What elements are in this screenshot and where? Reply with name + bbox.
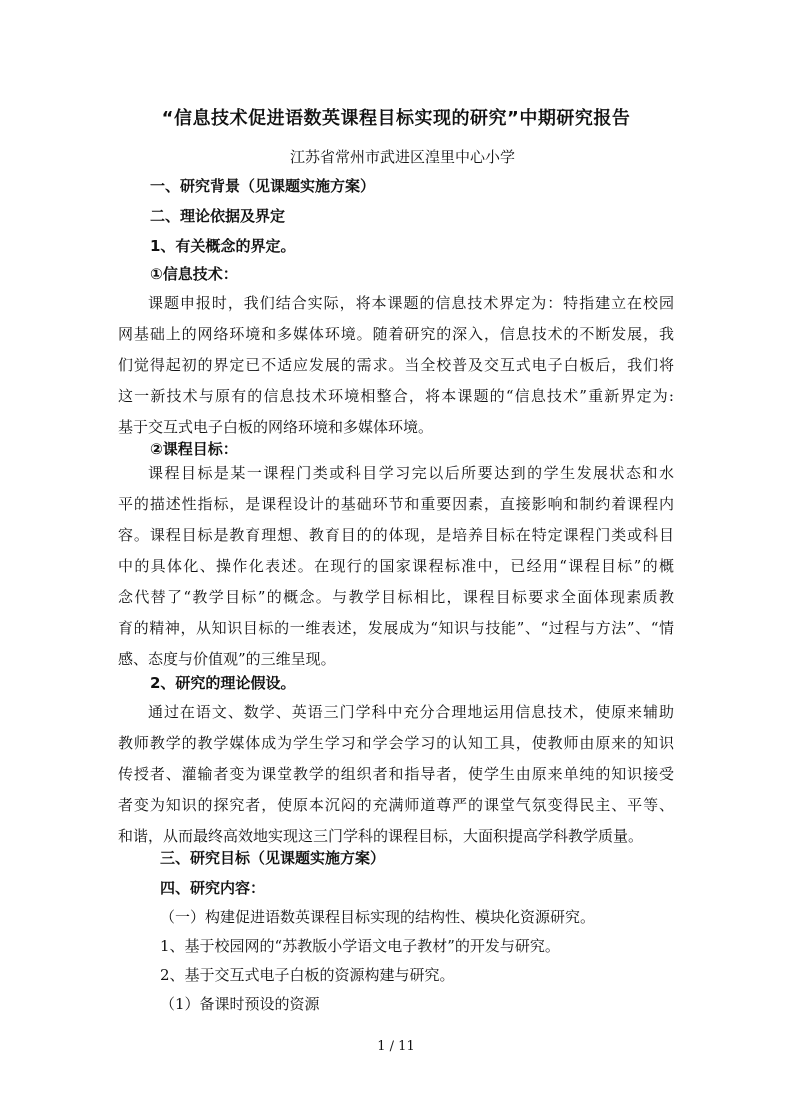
heading-theory-basis: 二、理论依据及界定 — [150, 207, 286, 225]
heading-info-tech: ①信息技术： — [150, 265, 238, 283]
paragraph-line: 和谐，从而最终高效地实现这三门学科的课程目标，大面积提高学科教学质量。 — [118, 827, 644, 845]
paragraph-line: 课程目标是某一课程门类或科目学习完以后所要达到的学生发展状态和水 — [148, 464, 674, 482]
paragraph-line: 者变为知识的探究者，使原本沉闷的充满师道尊严的课堂气氛变得民主、平等、 — [118, 796, 674, 814]
paragraph-info-tech — [118, 288, 674, 443]
heading-curriculum-goal: ②课程目标： — [150, 440, 238, 458]
heading-research-goal: 三、研究目标（见课题实施方案） — [160, 849, 386, 867]
page-number: 1 / 11 — [377, 1039, 415, 1054]
paragraph-line: 通过在语文、数学、英语三门学科中充分合理地运用信息技术，使原来辅助 — [148, 703, 674, 721]
document-title: “信息技术促进语数英课程目标实现的研究”中期研究报告 — [161, 108, 631, 129]
content-item: （一）构建促进语数英课程目标实现的结构性、模块化资源研究。 — [160, 908, 596, 926]
paragraph-hypothesis — [118, 697, 674, 852]
paragraph-line: 基于交互式电子白板的网络环境和多媒体环境。 — [118, 418, 434, 436]
paragraph-line: 传授者、灌输者变为课堂教学的组织者和指导者，使学生由原来单纯的知识接受 — [118, 765, 674, 783]
content-item: 2、基于交互式电子白板的资源构建与研究。 — [160, 966, 455, 984]
paragraph-line: 育的精神，从知识目标的一维表述，发展成为“知识与技能”、“过程与方法”、“情 — [118, 619, 674, 637]
paragraph-line: 念代替了“教学目标”的概念。与教学目标相比，课程目标要求全面体现素质教 — [118, 588, 674, 606]
paragraph-line: 平的描述性指标，是课程设计的基础环节和重要因素，直接影响和制约着课程内 — [118, 495, 674, 513]
heading-research-background: 一、研究背景（见课题实施方案） — [150, 177, 376, 195]
paragraph-curriculum-goal — [118, 458, 674, 675]
content-item: 1、基于校园网的“苏教版小学语文电子教材”的开发与研究。 — [160, 937, 560, 955]
heading-research-content: 四、研究内容： — [160, 879, 266, 897]
heading-concept-definition: 1、有关概念的界定。 — [150, 237, 296, 255]
paragraph-line: 感、态度与价值观”的三维呈现。 — [118, 650, 336, 668]
paragraph-line: 这一新技术与原有的信息技术环境相整合，将本课题的“信息技术”重新界定为: — [118, 387, 674, 405]
paragraph-line: 中的具体化、操作化表述。在现行的国家课程标准中，已经用“课程目标”的概 — [118, 557, 674, 575]
content-item: （1）备课时预设的资源 — [160, 995, 320, 1013]
heading-hypothesis: 2、研究的理论假设。 — [150, 674, 296, 692]
paragraph-line: 教师教学的教学媒体成为学生学习和学会学习的认知工具，使教师由原来的知识 — [118, 734, 674, 752]
paragraph-line: 网基础上的网络环境和多媒体环境。随着研究的深入，信息技术的不断发展，我 — [118, 325, 674, 343]
school-name: 江苏省常州市武进区湟里中心小学 — [290, 148, 516, 166]
paragraph-line: 们觉得起初的界定已不适应发展的需求。当全校普及交互式电子白板后，我们将 — [118, 356, 674, 374]
paragraph-line: 课题申报时，我们结合实际，将本课题的信息技术界定为：特指建立在校园 — [148, 294, 674, 312]
paragraph-line: 容。课程目标是教育理想、教育目的的体现，是培养目标在特定课程门类或科目 — [118, 526, 674, 544]
